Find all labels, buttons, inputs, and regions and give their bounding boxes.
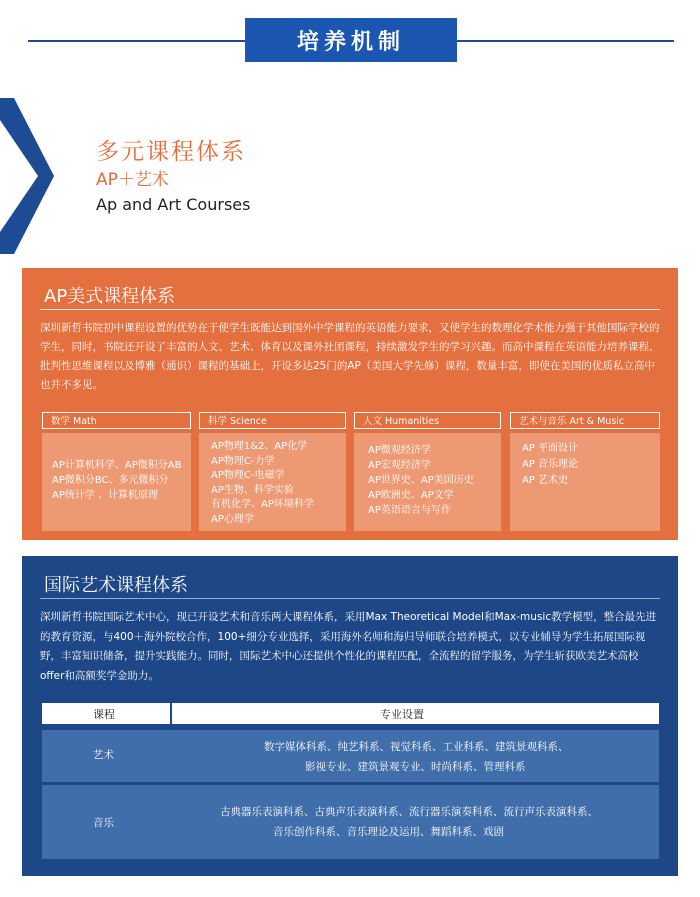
header-title: 培养机制 <box>245 18 457 62</box>
category-header-science: 科学 Science <box>199 412 346 429</box>
list-item: AP微积分BC、多元微积分 <box>52 475 169 486</box>
list-item: AP心理学 <box>211 513 254 525</box>
list-item: 有机化学、AP环境科学 <box>211 499 314 510</box>
header-line-right <box>457 40 674 42</box>
table-cell-majors: 音乐创作科系、音乐理论及运用、舞蹈科系、戏剧 <box>273 826 504 838</box>
category-header-math: 数学 Math <box>42 412 191 429</box>
table-cell-majors: 影视专业、建筑景观专业、时尚科系、管理科系 <box>305 761 526 773</box>
table-header <box>42 703 659 724</box>
table-cell-majors: 古典器乐表演科系、古典声乐表演科系、流行器乐演奏科系、流行声乐表演科系、 <box>220 806 598 818</box>
table-header-divider <box>170 703 172 724</box>
table-row <box>42 730 659 782</box>
list-item: AP欧洲史、AP文学 <box>368 490 454 501</box>
list-item: AP微观经济学 <box>368 445 431 456</box>
table-cell-majors: 数字媒体科系、纯艺科系、视觉科系、工业科系、建筑景观科系、 <box>264 741 569 753</box>
list-item: AP 艺术史 <box>522 475 569 486</box>
courses-title: 多元课程体系 <box>96 139 246 165</box>
header-line-left <box>28 40 245 42</box>
table-header-majors: 专业设置 <box>380 708 424 721</box>
chevron-decoration-icon <box>0 98 60 258</box>
list-item: AP世界史、AP美国历史 <box>368 475 474 486</box>
list-item: AP宏观经济学 <box>368 460 431 471</box>
list-item: AP生物、科学实验 <box>211 484 294 496</box>
courses-subtitle-en: Ap and Art Courses <box>96 195 251 214</box>
list-item: AP计算机科学、AP微积分AB <box>52 460 182 471</box>
ap-section-title: AP美式课程体系 <box>44 286 176 307</box>
art-section-divider <box>40 598 660 599</box>
category-header-humanities: 人文 Humanities <box>354 412 501 429</box>
ap-section-paragraph: 深圳新哲书院初中课程设置的优势在于使学生既能达到国外中学课程的英语能力要求，又使学生的数理化学术能力强于其他国际学校的学生，同时，书院还开设了丰富的人文、艺术、体育以及课外社团课程，持续激发学生的学习兴趣。而高中课程在英语能力培养课程、批判性思维课程以及博雅（通识）课程的基础上，开设多达25门的AP（美国大学先修）课程，数量丰富，即使在美国的优质私立高中也并不多见。 <box>40 322 660 391</box>
table-cell-course: 音乐 <box>93 817 114 829</box>
category-header-art-music: 艺术与音乐 Art & Music <box>510 412 660 429</box>
ap-section-divider <box>40 309 660 310</box>
category-list-math <box>42 433 191 531</box>
list-item: AP物理C-电磁学 <box>211 470 285 481</box>
table-header-course: 课程 <box>93 708 115 721</box>
table-cell-course: 艺术 <box>93 749 114 761</box>
category-list-science <box>199 433 346 531</box>
list-item: AP 音乐理论 <box>522 459 579 470</box>
courses-subtitle-cn: AP＋艺术 <box>96 170 169 190</box>
table-row <box>42 785 659 859</box>
list-item: AP英语语言与写作 <box>368 505 451 516</box>
art-section-title: 国际艺术课程体系 <box>44 575 188 596</box>
list-item: AP物理C-力学 <box>211 455 275 467</box>
category-list-art-music <box>510 433 660 531</box>
category-list-humanities <box>354 433 501 531</box>
art-section-paragraph: 深圳新哲书院国际艺术中心，现已开设艺术和音乐两大课程体系，采用Max Theoretical Model和Max-music教学模型，整合最先进的教育资源，与400＋海外院校合作，100+细分专业选择，采用海外名师和海归导师联合培养模式，以专业辅导为学生拓展国际视野，丰富知识储备，提升实践能力。同时，国际艺术中心还提供个性化的课程匹配，全流程的留学服务，为学生斩获欧美艺术高校offer和高额奖学金助力。 <box>40 611 657 682</box>
list-item: AP 平面设计 <box>522 443 579 454</box>
list-item: AP物理1&2、AP化学 <box>211 441 308 452</box>
list-item: AP统计学 、计算机原理 <box>52 490 159 501</box>
